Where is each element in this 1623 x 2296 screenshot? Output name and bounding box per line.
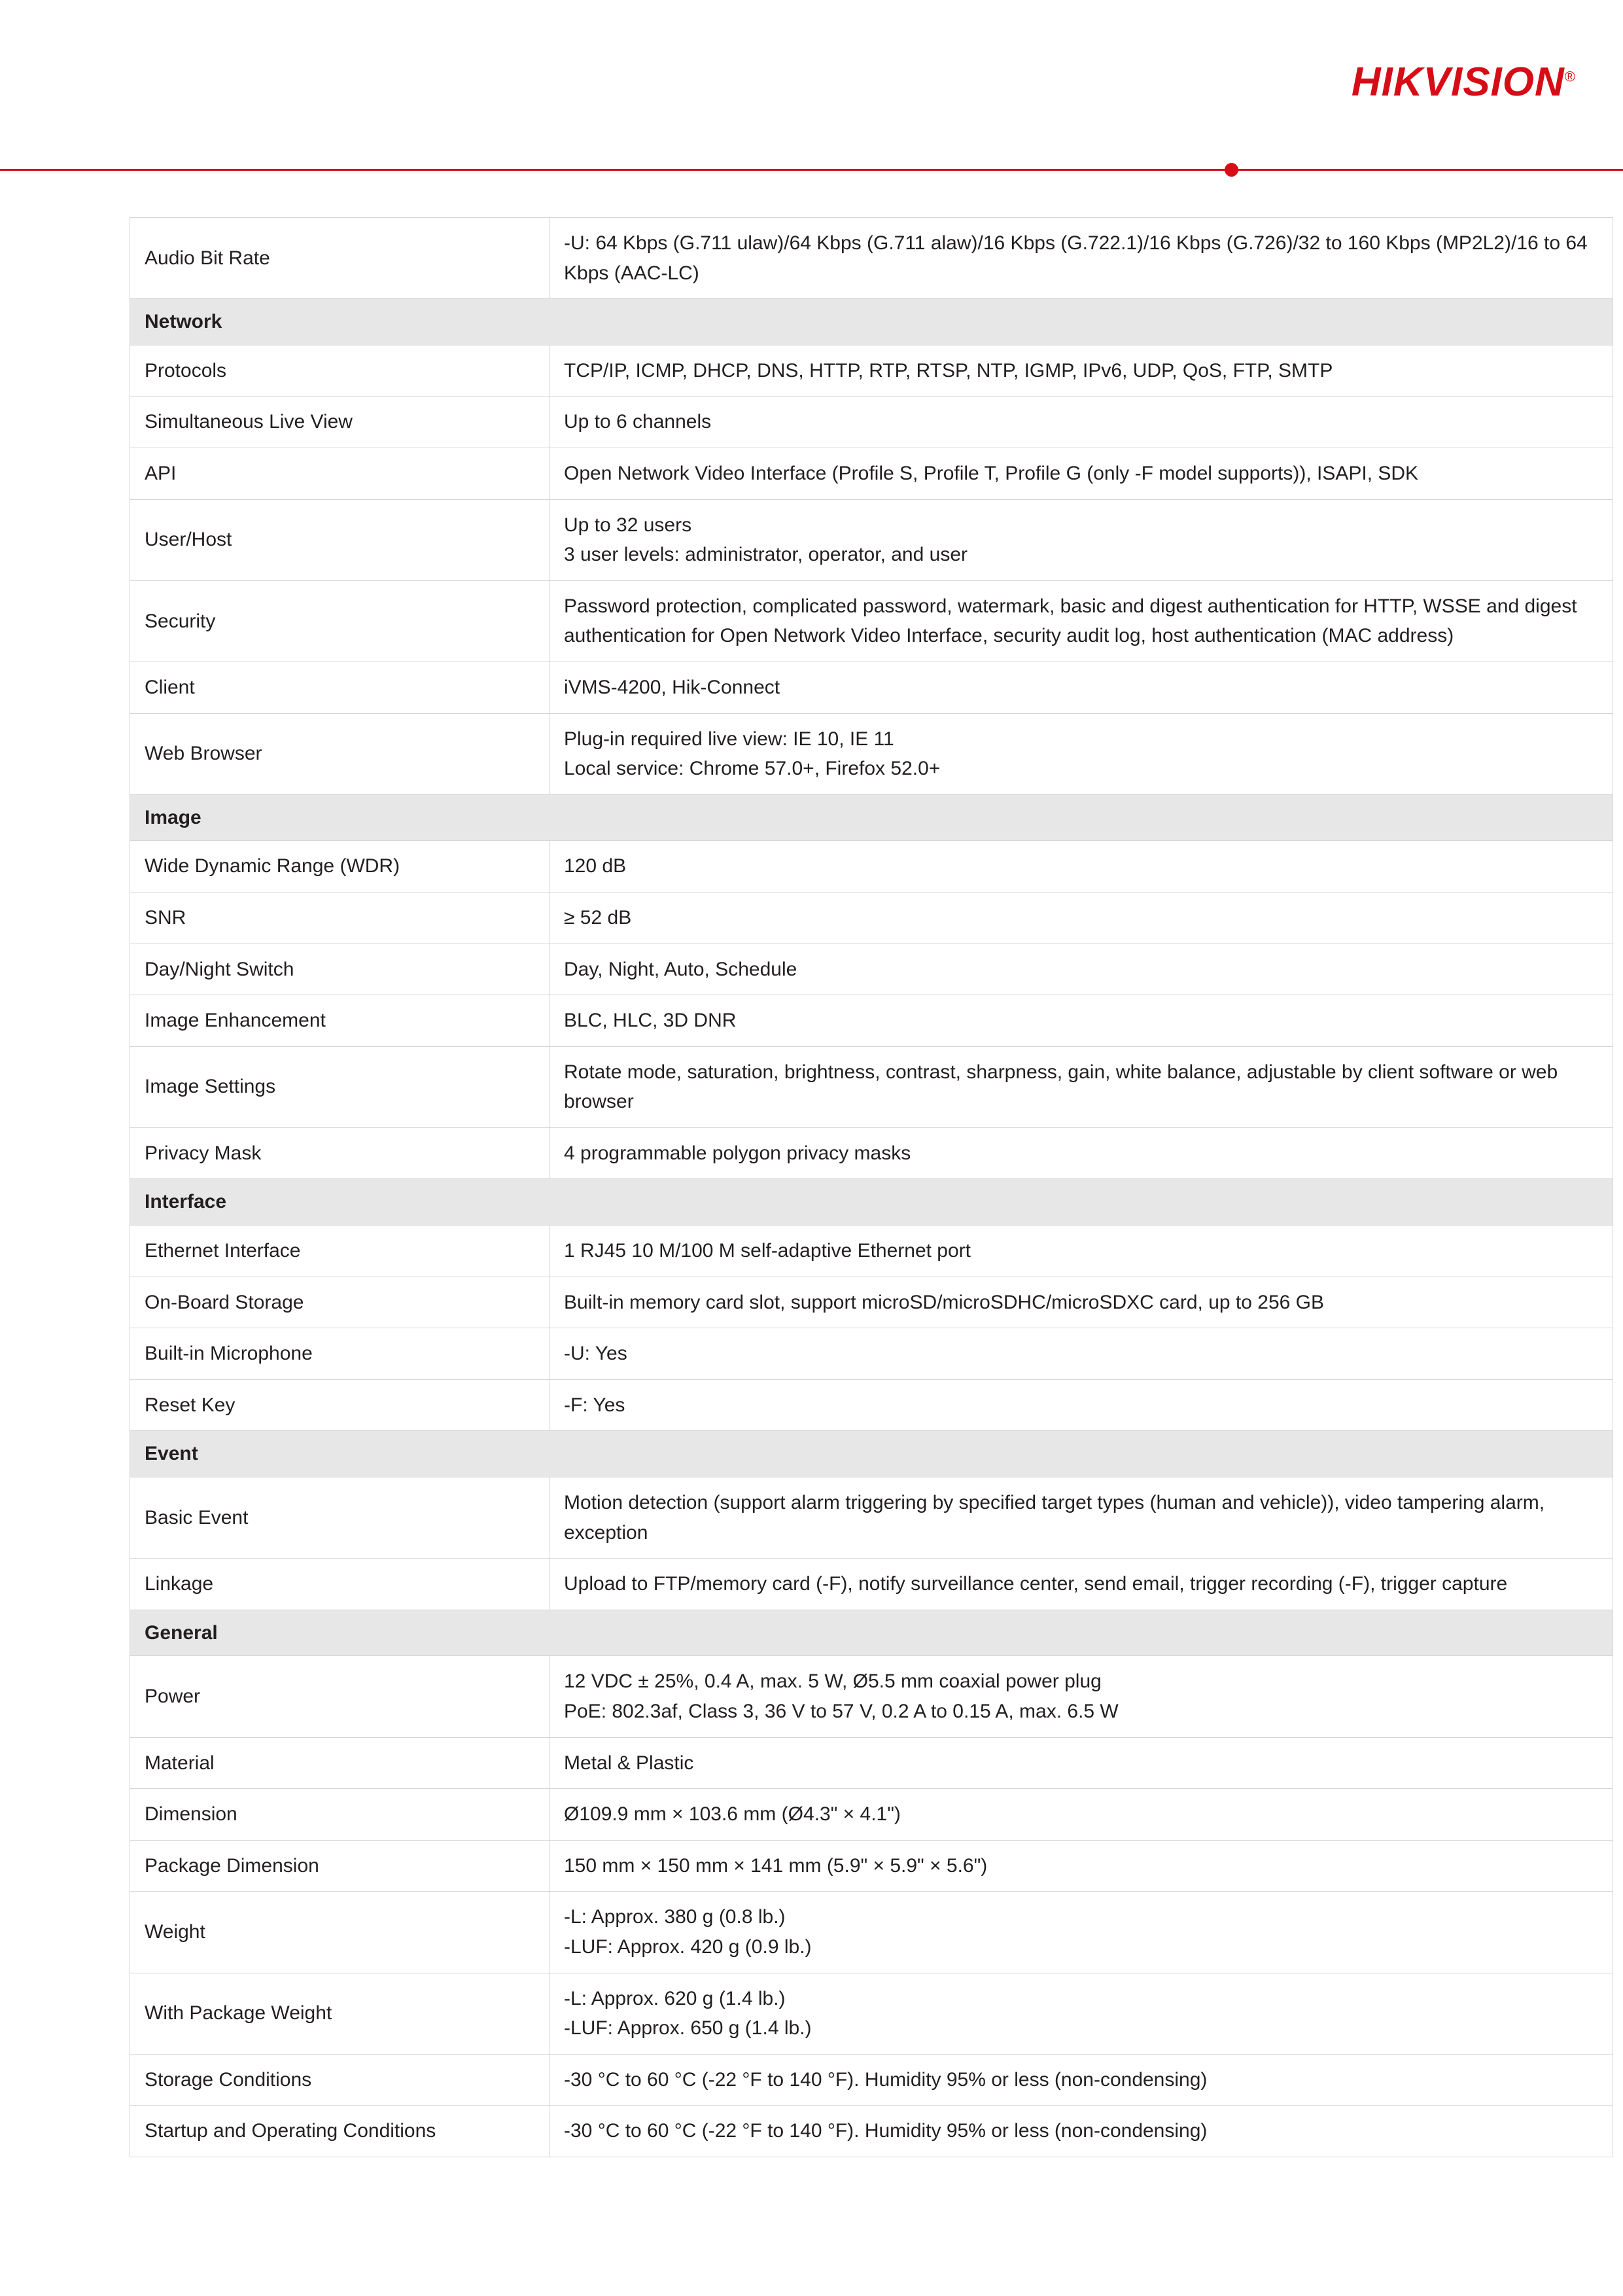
spec-key: Simultaneous Live View: [130, 397, 550, 448]
spec-value-line: -U: Yes: [564, 1343, 627, 1365]
spec-value-line: Motion detection (support alarm triggering by specified target types (human and vehicle)), video tampering alarm, exception: [564, 1492, 1545, 1544]
spec-value: [550, 892, 1613, 944]
spec-value: [550, 448, 1613, 499]
spec-value-line: ≥ 52 dB: [564, 906, 632, 928]
section-header-row: [130, 1179, 1613, 1226]
spec-value: [550, 995, 1613, 1047]
specification-table-wrapper: [130, 217, 1588, 2157]
specification-table: [130, 217, 1613, 2157]
header-divider-left: [0, 169, 1230, 171]
spec-value: [550, 662, 1613, 713]
spec-key: Power: [130, 1656, 550, 1737]
spec-value-line: iVMS-4200, Hik-Connect: [564, 676, 780, 698]
table-row: [130, 1656, 1613, 1737]
spec-value: [550, 1559, 1613, 1610]
section-header-row: [130, 794, 1613, 841]
spec-value: [550, 218, 1613, 299]
header-divider-right: [1238, 169, 1623, 171]
spec-key: Package Dimension: [130, 1840, 550, 1892]
spec-key: With Package Weight: [130, 1973, 550, 2054]
table-row: [130, 841, 1613, 892]
spec-value-line: -30 °C to 60 °C (-22 °F to 140 °F). Humidity 95% or less (non-condensing): [564, 2068, 1208, 2091]
spec-key: Ethernet Interface: [130, 1226, 550, 1277]
hikvision-logo: [1352, 59, 1576, 105]
section-header-label: Image: [130, 794, 1613, 841]
spec-key: Storage Conditions: [130, 2054, 550, 2106]
section-header-row: [130, 1431, 1613, 1477]
spec-value: [550, 1477, 1613, 1559]
spec-value: [550, 345, 1613, 397]
spec-key: On-Board Storage: [130, 1277, 550, 1328]
spec-value: [550, 397, 1613, 448]
table-row: [130, 448, 1613, 499]
spec-value-line: Up to 6 channels: [564, 411, 712, 433]
spec-key: Linkage: [130, 1559, 550, 1610]
table-row: [130, 2054, 1613, 2106]
spec-value: [550, 1737, 1613, 1789]
spec-value-line: Local service: Chrome 57.0+, Firefox 52.0+: [564, 758, 941, 780]
spec-value-line: Open Network Video Interface (Profile S, Profile T, Profile G (only -F model supports)), ISAPI, SDK: [564, 462, 1419, 484]
spec-value-line: BLC, HLC, 3D DNR: [564, 1010, 737, 1032]
table-row: [130, 1277, 1613, 1328]
table-row: [130, 1892, 1613, 1973]
spec-value: [550, 713, 1613, 794]
table-row: [130, 995, 1613, 1047]
table-row: [130, 499, 1613, 580]
spec-value-line: 1 RJ45 10 M/100 M self-adaptive Ethernet port: [564, 1240, 971, 1262]
table-row: [130, 1328, 1613, 1380]
spec-value-line: 4 programmable polygon privacy masks: [564, 1142, 911, 1164]
table-row: [130, 892, 1613, 944]
spec-key: Reset Key: [130, 1379, 550, 1431]
table-row: [130, 1789, 1613, 1841]
table-row: [130, 1477, 1613, 1559]
spec-value: [550, 580, 1613, 662]
spec-value-line: -U: 64 Kbps (G.711 ulaw)/64 Kbps (G.711 alaw)/16 Kbps (G.722.1)/16 Kbps (G.726)/32 to 160 Kbps (MP2L2)/16 to 64 Kbps (AAC-LC): [564, 232, 1588, 284]
table-row: [130, 580, 1613, 662]
table-row: [130, 397, 1613, 448]
section-header-label: General: [130, 1610, 1613, 1656]
spec-key: Web Browser: [130, 713, 550, 794]
spec-value: [550, 1973, 1613, 2054]
table-row: [130, 1840, 1613, 1892]
spec-value-line: 120 dB: [564, 855, 627, 877]
spec-value-line: 3 user levels: administrator, operator, and user: [564, 544, 968, 566]
section-header-row: [130, 299, 1613, 345]
spec-key: Privacy Mask: [130, 1127, 550, 1179]
spec-value-line: -F: Yes: [564, 1394, 625, 1416]
logo-text: HIKVISION: [1351, 60, 1565, 105]
spec-key: Client: [130, 662, 550, 713]
spec-value-line: 12 VDC ± 25%, 0.4 A, max. 5 W, Ø5.5 mm coaxial power plug: [564, 1670, 1102, 1693]
spec-value-line: Password protection, complicated password, watermark, basic and digest authentication for HTTP, WSSE and digest authentication for Open Network Video Interface, security audit log, host authentication (MAC address): [564, 595, 1577, 647]
header-divider-dot: [1225, 163, 1238, 177]
spec-value-line: -L: Approx. 380 g (0.8 lb.): [564, 1906, 786, 1928]
spec-value: [550, 944, 1613, 995]
table-row: [130, 1127, 1613, 1179]
section-header-label: Event: [130, 1431, 1613, 1477]
spec-key: Audio Bit Rate: [130, 218, 550, 299]
spec-value: [550, 1789, 1613, 1841]
spec-key: Wide Dynamic Range (WDR): [130, 841, 550, 892]
spec-value-line: Metal & Plastic: [564, 1752, 694, 1774]
spec-key: User/Host: [130, 499, 550, 580]
spec-key: Material: [130, 1737, 550, 1789]
table-row: [130, 944, 1613, 995]
spec-value: [550, 2054, 1613, 2106]
spec-value: [550, 1046, 1613, 1127]
spec-value-line: PoE: 802.3af, Class 3, 36 V to 57 V, 0.2 A to 0.15 A, max. 6.5 W: [564, 1701, 1119, 1722]
spec-value: [550, 841, 1613, 892]
spec-value-line: Day, Night, Auto, Schedule: [564, 958, 797, 980]
spec-value: [550, 1226, 1613, 1277]
spec-key: Built-in Microphone: [130, 1328, 550, 1380]
table-row: [130, 1737, 1613, 1789]
spec-key: Basic Event: [130, 1477, 550, 1559]
spec-value: [550, 1840, 1613, 1892]
section-header-row: [130, 1610, 1613, 1656]
section-header-label: Network: [130, 299, 1613, 345]
table-row: [130, 1559, 1613, 1610]
spec-key: Image Enhancement: [130, 995, 550, 1047]
spec-key: Dimension: [130, 1789, 550, 1841]
spec-value: [550, 1328, 1613, 1380]
spec-value-line: -L: Approx. 620 g (1.4 lb.): [564, 1987, 786, 2009]
spec-value-line: -LUF: Approx. 650 g (1.4 lb.): [564, 2017, 812, 2040]
spec-value: [550, 499, 1613, 580]
spec-value-line: Plug-in required live view: IE 10, IE 11: [564, 728, 894, 750]
table-row: [130, 1973, 1613, 2054]
spec-key: SNR: [130, 892, 550, 944]
spec-value-line: Built-in memory card slot, support microSD/microSDHC/microSDXC card, up to 256 GB: [564, 1291, 1325, 1313]
spec-value-line: Upload to FTP/memory card (-F), notify surveillance center, send email, trigger recording (-F), trigger capture: [564, 1573, 1508, 1595]
spec-key: Weight: [130, 1892, 550, 1973]
spec-value-line: Up to 32 users: [564, 514, 692, 536]
table-row: [130, 1379, 1613, 1431]
spec-value-line: Rotate mode, saturation, brightness, contrast, sharpness, gain, white balance, adjustable by client software or web browser: [564, 1061, 1558, 1113]
table-row: [130, 1046, 1613, 1127]
spec-value: [550, 1277, 1613, 1328]
table-row: [130, 2106, 1613, 2157]
table-row: [130, 218, 1613, 299]
spec-key: Day/Night Switch: [130, 944, 550, 995]
table-row: [130, 662, 1613, 713]
spec-value-line: -LUF: Approx. 420 g (0.9 lb.): [564, 1935, 812, 1958]
spec-value-line: Ø109.9 mm × 103.6 mm (Ø4.3" × 4.1"): [564, 1803, 901, 1826]
table-row: [130, 713, 1613, 794]
spec-value-line: TCP/IP, ICMP, DHCP, DNS, HTTP, RTP, RTSP, NTP, IGMP, IPv6, UDP, QoS, FTP, SMTP: [564, 359, 1333, 381]
table-row: [130, 345, 1613, 397]
registered-mark: ®: [1564, 68, 1576, 85]
spec-value-line: 150 mm × 150 mm × 141 mm (5.9" × 5.9" × 5.6"): [564, 1854, 988, 1877]
spec-key: Startup and Operating Conditions: [130, 2106, 550, 2157]
spec-value: [550, 1656, 1613, 1737]
spec-value: [550, 1379, 1613, 1431]
spec-value: [550, 1127, 1613, 1179]
spec-value-line: -30 °C to 60 °C (-22 °F to 140 °F). Humidity 95% or less (non-condensing): [564, 2120, 1208, 2142]
spec-value: [550, 2106, 1613, 2157]
spec-key: Security: [130, 580, 550, 662]
section-header-label: Interface: [130, 1179, 1613, 1226]
page-header: [0, 0, 1623, 170]
spec-key: Protocols: [130, 345, 550, 397]
spec-key: API: [130, 448, 550, 499]
spec-value: [550, 1892, 1613, 1973]
spec-key: Image Settings: [130, 1046, 550, 1127]
table-row: [130, 1226, 1613, 1277]
